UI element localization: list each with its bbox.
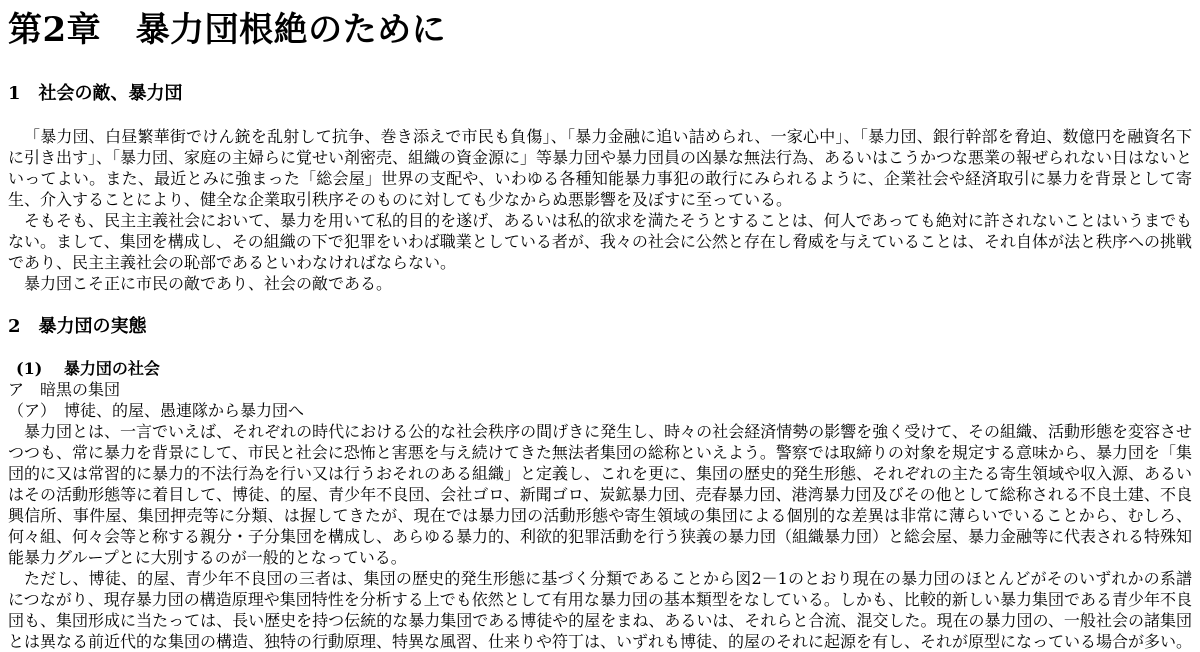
section-heading-2: 2 暴力団の実態 [8, 316, 147, 337]
document-page [8, 0, 1192, 652]
section-2-body [8, 421, 1192, 652]
paragraph: 暴力団とは、一言でいえば、それぞれの時代における公的な社会秩序の間げきに発生し、時々の社会経済情勢の影響を強く受けて、その組織、活動形態を変容させつつも、常に暴力を背景にして、市民と社会に恐怖と害悪を与え続けてきた無法者集団の総称といえよう。警察では取締りの対象を規定する意味から、暴力団を「集団的に又は常習的に暴力的不法行為を行い又は行うおそれのある組織」と定義し、これを更に、集団の歴史的発生形態、それぞれの主たる寄生領域や収入源、あるいはその活動形態等に着目して、博徒、的屋、青少年不良団、会社ゴロ、新聞ゴロ、炭鉱暴力団、売春暴力団、港湾暴力団及びその他として総称される不良土建、不良興信所、事件屋、集団押売等に分類、は握してきたが、現在では暴力団の活動形態や寄生領域の集団による個別的な差異は非常に薄らいでいることから、むしろ、何々組、何々会等と称する親分・子分集団を構成し、あらゆる暴力的、利欲的犯罪活動を行う狭義の暴力団（組織暴力団）と総会屋、暴力金融等に代表される特殊知能暴力グループとに大別するのが一般的となっている。 [8, 422, 1193, 567]
item-heading-b: （ア） 博徒、的屋、愚連隊から暴力団へ [8, 401, 305, 420]
section-1-body [8, 126, 1192, 294]
section-heading-1: 1 社会の敵、暴力団 [8, 83, 183, 104]
subsection-heading: (1) 暴力団の社会 [16, 359, 160, 378]
paragraph: そもそも、民主主義社会において、暴力を用いて私的目的を遂げ、あるいは私的欲求を満たそうとすることは、何人であっても絶対に許されないことはいうまでもない。まして、集団を構成し、その組織の下で犯罪をいわば職業としている者が、我々の社会に公然と存在し脅威を与えていることは、それ自体が法と秩序への挑戦であり、民主主義社会の恥部であるといわなければならない。 [8, 211, 1192, 272]
paragraph: 「暴力団、白昼繁華街でけん銃を乱射して抗争、巻き添えで市民も負傷」、「暴力金融に追い詰められ、一家心中」、「暴力団、銀行幹部を脅迫、数億円を融資名下に引き出す」、「暴力団、家庭の主婦らに覚せい剤密売、組織の資金源に」等暴力団や暴力団員の凶暴な無法行為、あるいはこうかつな悪業の報ぜられない日はないといってよい。また、最近とみに強まった「総会屋」世界の支配や、いわゆる各種知能暴力事犯の敢行にみられるように、企業社会や経済取引に暴力を背景として寄生、介入することにより、健全な企業取引秩序そのものに対しても少なからぬ悪影響を及ぼすに至っている。 [8, 127, 1193, 209]
paragraph: ただし、博徒、的屋、青少年不良団の三者は、集団の歴史的発生形態に基づく分類であることから図2－1のとおり現在の暴力団のほとんどがそのいずれかの系譜につながり、現存暴力団の構造原理や集団特性を分析する上でも依然として有用な暴力団の基本類型をなしている。しかも、比較的新しい暴力集団である青少年不良団も、集団形成に当たっては、長い歴史を持つ伝統的な暴力集団である博徒や的屋をまね、あるいは、それらと合流、混交した。現在の暴力団の、一般社会の諸集団とは異なる前近代的な集団の構造、独特の行動原理、特異な風習、仕来りや符丁は、いずれも博徒、的屋のそれに起源を有し、それが原型になっている場合が多い。 [8, 569, 1193, 651]
chapter-title: 第2章 暴力団根絶のために [8, 10, 447, 50]
item-heading-a: ア 暗黒の集団 [8, 380, 121, 399]
paragraph: 暴力団こそ正に市民の敵であり、社会の敵である。 [24, 274, 393, 293]
